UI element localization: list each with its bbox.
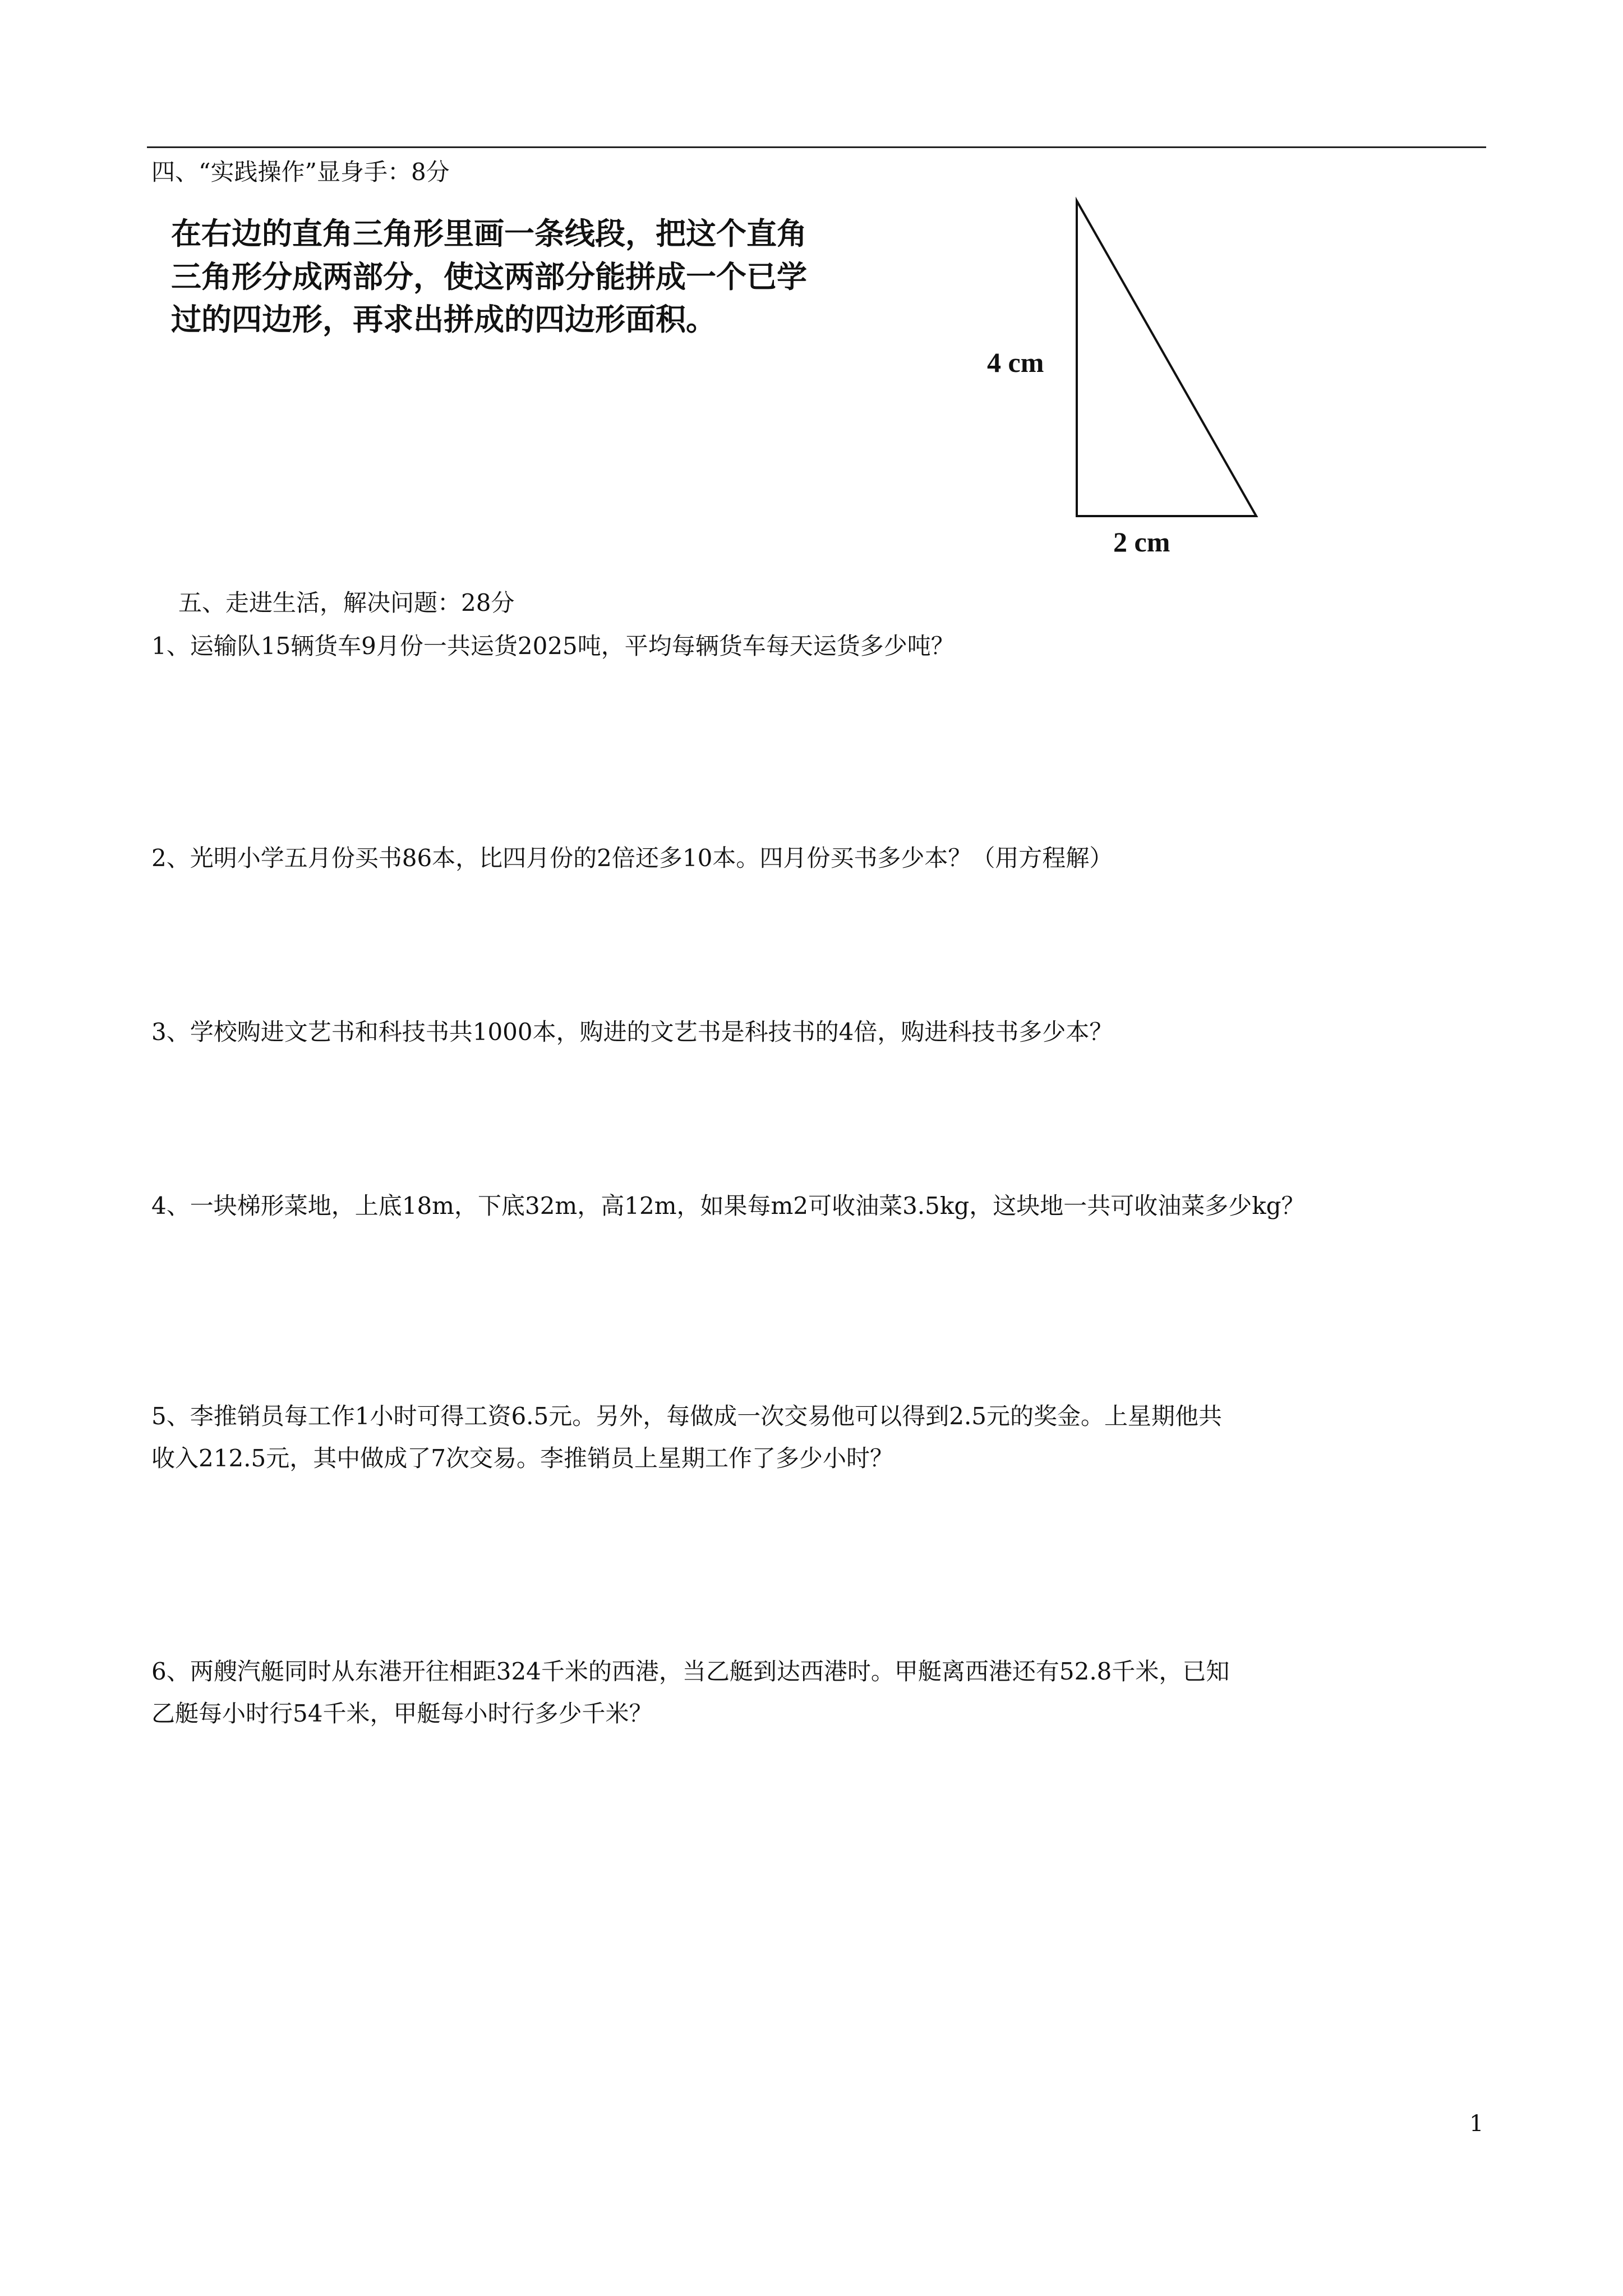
section-4-heading: 四、“实践操作”显身手：8分 (151, 158, 450, 186)
problem-6-line-2: 乙艇每小时行54千米，甲艇每小时行多少千米？ (151, 1700, 653, 1727)
section-5-heading: 五、走进生活，解决问题：28分 (178, 589, 515, 616)
instruction-line-1: 在右边的直角三角形里画一条线段，把这个直角 (171, 216, 807, 251)
problem-4: 4、一块梯形菜地，上底18m，下底32m，高12m，如果每m2可收油菜3.5kg，这块地一共可收油菜多少kg？ (151, 1192, 1305, 1220)
instruction-line-2: 三角形分成两部分，使这两部分能拼成一个已学 (171, 259, 807, 295)
problem-5-line-1: 5、李推销员每工作1小时可得工资6.5元。另外，每做成一次交易他可以得到2.5元的奖金。上星期他共 (151, 1402, 1223, 1430)
problem-2: 2、光明小学五月份买书86本，比四月份的2倍还多10本。四月份买书多少本？（用方程解） (151, 844, 1113, 872)
page-number: 1 (1469, 2111, 1484, 2137)
problem-3: 3、学校购进文艺书和科技书共1000本，购进的文艺书是科技书的4倍，购进科技书多少本？ (151, 1018, 1113, 1046)
problem-6-line-1: 6、两艘汽艇同时从东港开往相距324千米的西港，当乙艇到达西港时。甲艇离西港还有52.8千米，已知 (151, 1658, 1230, 1685)
base-label: 2 cm (1113, 526, 1170, 558)
right-triangle (1077, 201, 1256, 516)
right-triangle-figure (1066, 196, 1267, 522)
header-rule (147, 146, 1486, 148)
instruction-line-3: 过的四边形，再求出拼成的四边形面积。 (171, 302, 716, 337)
height-label: 4 cm (987, 347, 1044, 378)
problem-5-line-2: 收入212.5元，其中做成了7次交易。李推销员上星期工作了多少小时？ (151, 1444, 893, 1472)
problem-1: 1、运输队15辆货车9月份一共运货2025吨，平均每辆货车每天运货多少吨？ (151, 632, 955, 660)
